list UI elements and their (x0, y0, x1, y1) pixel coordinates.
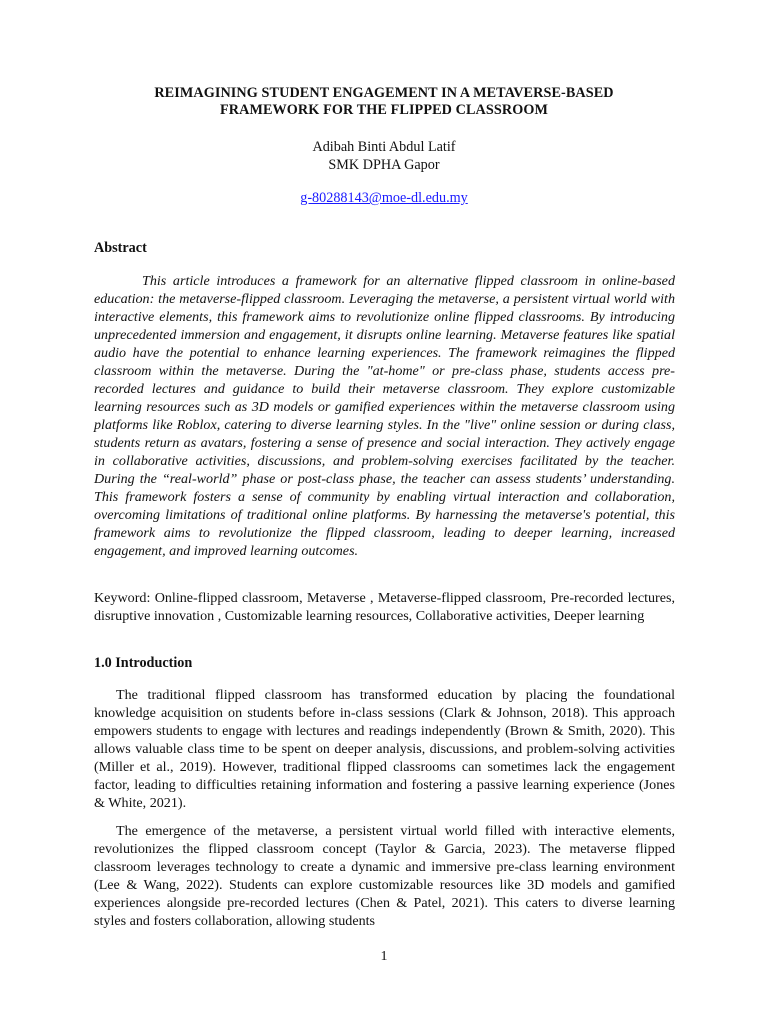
title-line-2: FRAMEWORK FOR THE FLIPPED CLASSROOM (220, 102, 548, 118)
author-block (94, 138, 674, 174)
intro-paragraph-2: The emergence of the metaverse, a persistent virtual world filled with interactive elements, revolutionizes the flipped classroom concept (Taylor & Garcia, 2023). The metaverse flipped classroom leverages technology to create a dynamic and immersive pre-class learning environment (Lee & Wang, 2022). Students can explore customizable resources like 3D models and gamified experiences alongside pre-recorded lectures (Chen & Patel, 2021). This caters to diverse learning styles and fosters collaboration, allowing students (94, 823, 675, 929)
keyword-text: Keyword: Online-flipped classroom, Metaverse , Metaverse-flipped classroom, Pre-recorded lectures, disruptive innovation , Customizable learning resources, Collaborative activities, Deeper learning (94, 590, 675, 624)
abstract-text: This article introduces a framework for an alternative flipped classroom in online-based education: the metaverse-flipped classroom. Leveraging the metaverse, a persistent virtual world with interactive elements, this framework aims to revolutionize online flipped classrooms. By introducing unprecedented immersion and engagement, it disrupts online learning. Metaverse features like spatial audio have the potential to enhance learning experiences. The framework reimagines the flipped classroom within the metaverse. During the "at-home" or pre-class phase, students access pre-recorded lectures and guidance to build their metaverse classroom. They explore customizable learning resources such as 3D models or gamified experiences within the metaverse classroom using platforms like Roblox, catering to diverse learning styles. In the "live" online session or during class, students return as avatars, fostering a sense of presence and social interaction. They actively engage in collaborative activities, discussions, and problem-solving exercises facilitated by the teacher. During the “real-world” phase or post-class phase, the teacher can assess students’ understanding. This framework fosters a sense of community by enabling virtual interaction and collaboration, overcoming limitations of traditional online platforms. By harnessing the metaverse's potential, this framework aims to revolutionize the flipped classroom, leading to deeper learning, increased engagement, and improved learning outcomes. (94, 273, 675, 559)
author-email-line (94, 189, 674, 207)
abstract-heading: Abstract (94, 240, 147, 256)
author-name: Adibah Binti Abdul Latif (312, 139, 456, 155)
author-affiliation: SMK DPHA Gapor (328, 157, 440, 173)
page-number: 1 (380, 949, 388, 964)
title-line-1: REIMAGINING STUDENT ENGAGEMENT IN A METAVERSE-BASED (154, 85, 614, 101)
paper-title (94, 85, 674, 119)
intro-paragraph-1: The traditional flipped classroom has transformed education by placing the foundational knowledge acquisition on students before in-class sessions (Clark & Johnson, 2018). This approach empowers students to engage with lectures and readings independently (Brown & Smith, 2020). This allows valuable class time to be spent on deeper analysis, discussions, and problem-solving activities (Miller et al., 2019). However, traditional flipped classrooms can sometimes lack the engagement factor, leading to difficulties retaining information and fostering a passive learning experience (Jones & White, 2021). (94, 687, 675, 811)
author-email-link[interactable]: g-80288143@moe-dl.edu.my (300, 190, 468, 206)
introduction-heading: 1.0 Introduction (94, 655, 193, 671)
